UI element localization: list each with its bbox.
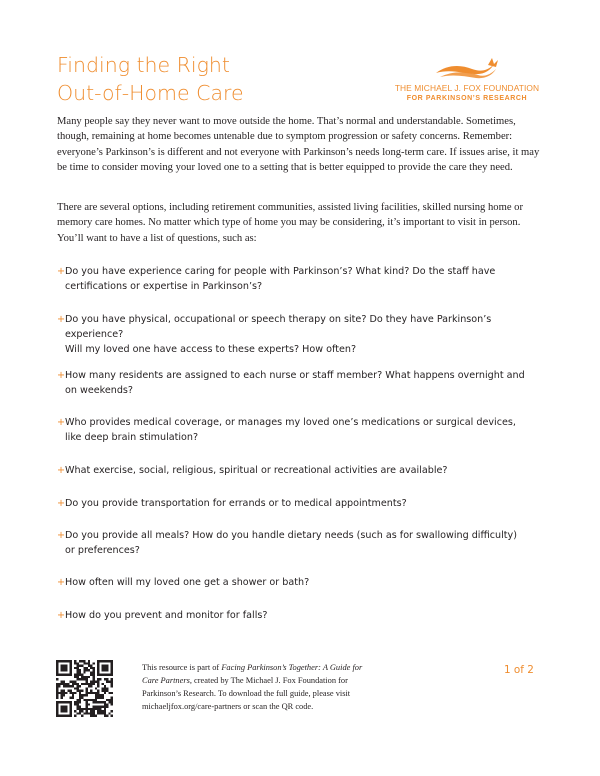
page-title-line-2: Out-of-Home Care <box>57 81 244 105</box>
plus-bullet-icon: + <box>57 577 66 588</box>
plus-bullet-icon: + <box>57 610 66 621</box>
question-item <box>57 264 555 294</box>
page-title <box>57 51 357 107</box>
question-item <box>57 463 555 478</box>
plus-bullet-icon: + <box>57 370 66 381</box>
question-text-line: Will my loved one have access to these experts? How often? <box>65 344 357 356</box>
question-text-line: Do you have physical, occupational or speech therapy on site? Do they have Parkinson’s <box>65 314 492 325</box>
foundation-logo <box>382 56 552 111</box>
page-title-line-1: Finding the Right <box>57 53 230 77</box>
question-text-line: Do you provide transportation for errands or to medical appointments? <box>65 498 407 509</box>
plus-bullet-icon: + <box>57 465 66 476</box>
question-text-line: like deep brain stimulation? <box>65 432 199 444</box>
question-text-line: on weekends? <box>65 385 134 397</box>
question-item <box>57 368 555 398</box>
plus-bullet-icon: + <box>57 498 66 509</box>
question-text-line: certifications or expertise in Parkinson’s? <box>65 281 263 293</box>
qr-code-icon <box>56 660 113 717</box>
page-number: 1 of 2 <box>504 664 534 676</box>
question-item <box>57 608 555 623</box>
fox-swoosh-icon <box>434 56 500 80</box>
question-item <box>57 415 555 445</box>
footer-resource-note <box>142 662 392 714</box>
question-item <box>57 575 555 590</box>
question-item <box>57 496 555 511</box>
question-text-line: or preferences? <box>65 545 140 557</box>
question-text-line: How often will my loved one get a shower or bath? <box>65 577 310 588</box>
plus-bullet-icon: + <box>57 530 66 541</box>
question-text-line: Do you have experience caring for people with Parkinson’s? What kind? Do the staff have <box>65 266 496 277</box>
logo-name-text: THE MICHAEL J. FOX FOUNDATION <box>394 83 540 93</box>
question-text-line: How many residents are assigned to each nurse or staff member? What happens overnight and <box>65 370 525 381</box>
question-item <box>57 312 555 358</box>
intro-paragraph-2: There are several options, including retirement communities, assisted living facilities, skilled nursing home or memory care homes. No matter which type of home you may be considering, it’s important to visit in person. You’ll want to have a list of questions, such as: <box>57 202 524 244</box>
footer-line-1: This resource is part of Facing Parkinson’s Together: A Guide for <box>142 663 363 672</box>
plus-bullet-icon: + <box>57 266 66 277</box>
question-text-line: How do you prevent and monitor for falls? <box>65 610 268 621</box>
question-text-line: experience? <box>65 329 124 341</box>
plus-bullet-icon: + <box>57 417 66 428</box>
question-text-line: Who provides medical coverage, or manages my loved one’s medications or surgical devices, <box>65 417 516 428</box>
footer-line-2: Care Partners, created by The Michael J. Fox Foundation for <box>142 675 348 685</box>
plus-bullet-icon: + <box>57 314 66 325</box>
question-item <box>57 528 555 558</box>
question-text-line: What exercise, social, religious, spiritual or recreational activities are available? <box>65 465 448 476</box>
intro-paragraph-1: Many people say they never want to move outside the home. That’s normal and understandable. Sometimes, though, remaining at home becomes untenable due to symptom progression or safety concerns. Remember: everyone’s Parkinson’s is different and not everyone with Parkinson’s needs long-term care. If issues arise, it may be time to consider moving your loved one to a setting that is better equipped to provide the care they need. <box>57 116 540 174</box>
footer-line-3: Parkinson’s Research. To download the full guide, please visit <box>142 688 351 698</box>
question-text-line: Do you provide all meals? How do you handle dietary needs (such as for swallowing difficulty) <box>65 530 517 541</box>
footer-line-4: michaeljfox.org/care-partners or scan the QR code. <box>142 701 314 711</box>
logo-subtitle-text: FOR PARKINSON’S RESEARCH <box>406 95 528 102</box>
